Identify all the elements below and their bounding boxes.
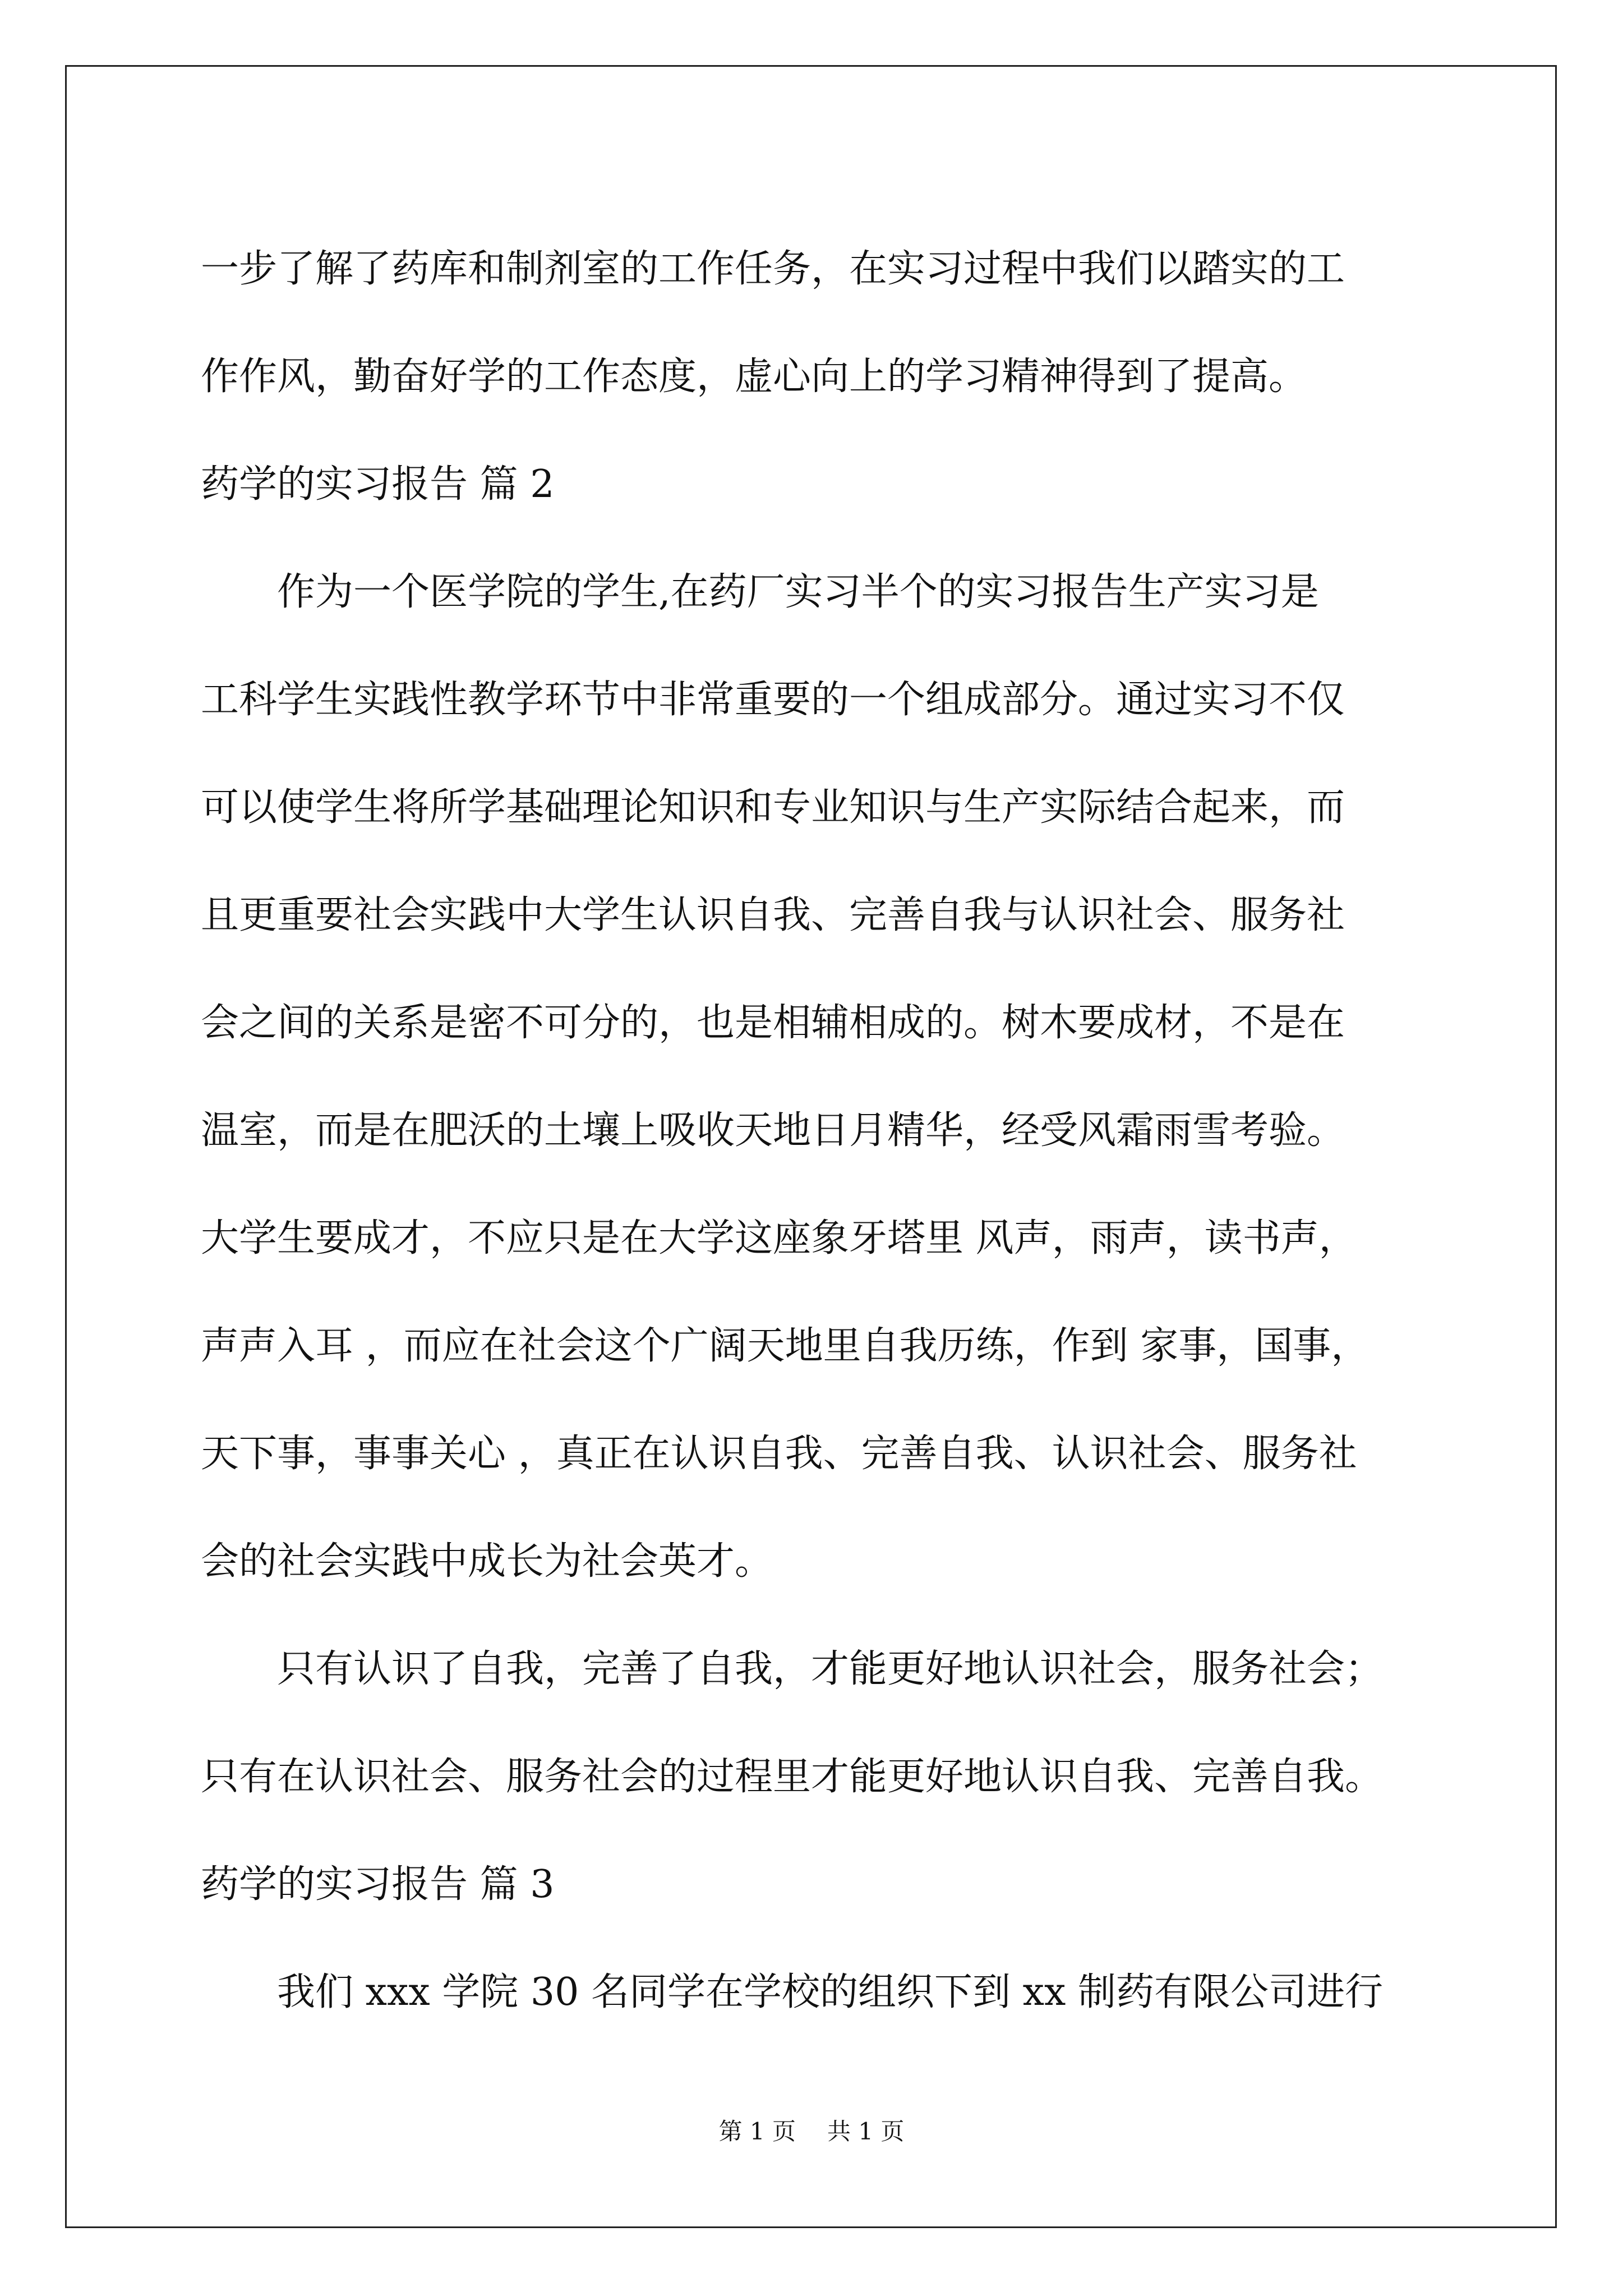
text-line: 只有在认识社会、服务社会的过程里才能更好地认识自我、完善自我。 [201,1755,1384,1799]
section-heading: 药学的实习报告 篇 3 [201,1862,555,1907]
document-body [201,215,1435,2046]
text-line: 天下事，事事关心 ，真正在认识自我、完善自我、认识社会、服务社 [201,1432,1357,1476]
page-number: 第 1 页 [718,2118,796,2145]
text-line: 我们 xxx 学院 30 名同学在学校的组织下到 xx 制药有限公司进行 [277,1970,1383,2014]
text-line: 只有认识了自我，完善了自我，才能更好地认识社会，服务社会； [277,1647,1384,1691]
text-line: 工科学生实践性教学环节中非常重要的一个组成部分。通过实习不仅 [201,678,1345,722]
text-line: 会的社会实践中成长为社会英才。 [201,1539,773,1584]
text-line: 温室，而是在肥沃的土壤上吸收天地日月精华，经受风霜雨雪考验。 [201,1108,1345,1153]
page-total: 共 1 页 [827,2118,905,2145]
text-line: 且更重要社会实践中大学生认识自我、完善自我与认识社会、服务社 [201,893,1345,937]
text-line: 可以使学生将所学基础理论知识和专业知识与生产实际结合起来，而 [201,785,1345,830]
text-line: 会之间的关系是密不可分的，也是相辅相成的。树木要成材，不是在 [201,1001,1345,1045]
text-line: 作作风，勤奋好学的工作态度，虚心向上的学习精神得到了提高。 [201,355,1307,399]
section-heading: 药学的实习报告 篇 2 [201,462,555,507]
text-line: 大学生要成才，不应只是在大学这座象牙塔里 风声，雨声，读书声， [201,1216,1357,1260]
page-footer [0,2115,1623,2148]
text-line: 声声入耳 ，而应在社会这个广阔天地里自我历练，作到 家事，国事， [201,1324,1370,1368]
text-line: 作为一个医学院的学生,在药厂实习半个的实习报告生产实习是 [277,570,1319,614]
text-line: 一步了解了药库和制剂室的工作任务，在实习过程中我们以踏实的工 [201,247,1345,291]
